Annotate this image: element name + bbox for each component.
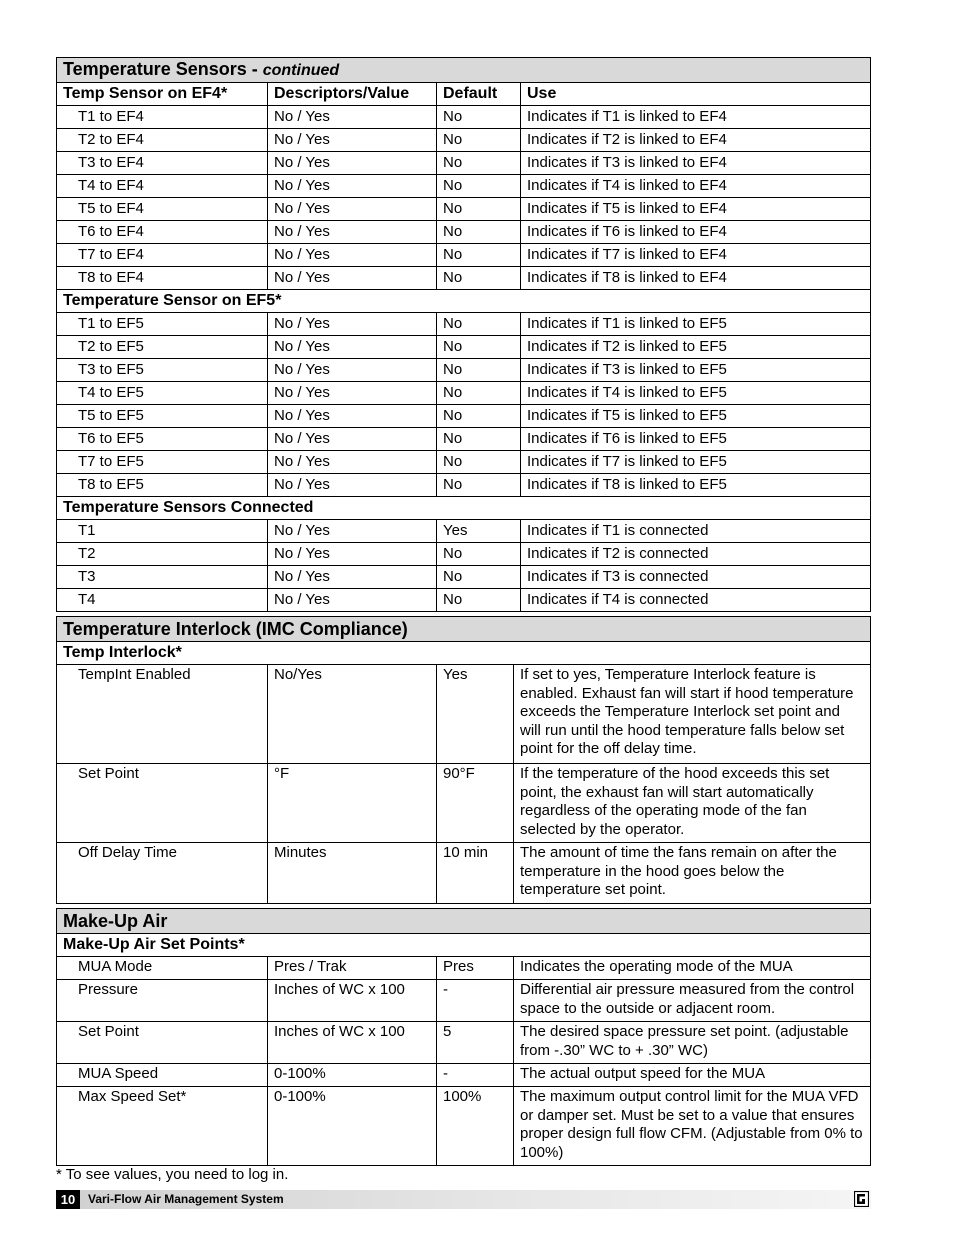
descriptor-cell: Inches of WC x 100 <box>268 980 437 1022</box>
default-cell: No <box>437 336 521 359</box>
default-cell: No <box>437 382 521 405</box>
parameter-cell: T4 to EF4 <box>57 175 268 198</box>
default-cell: No <box>437 566 521 589</box>
descriptor-cell: No / Yes <box>268 428 437 451</box>
default-cell: No <box>437 221 521 244</box>
default-cell: 100% <box>437 1087 514 1166</box>
table-row <box>57 957 871 980</box>
descriptor-cell: No / Yes <box>268 405 437 428</box>
table-row <box>57 313 871 336</box>
use-cell: Indicates if T2 is linked to EF5 <box>521 336 871 359</box>
column-header: Default <box>437 83 521 106</box>
descriptor-cell: No / Yes <box>268 359 437 382</box>
column-header: Temp Sensor on EF4* <box>57 83 268 106</box>
parameter-cell: TempInt Enabled <box>57 665 268 764</box>
table-row <box>57 267 871 290</box>
greenheck-logo-icon <box>854 1191 869 1207</box>
sub-header-row <box>57 642 871 665</box>
table-row <box>57 405 871 428</box>
parameter-cell: Off Delay Time <box>57 843 268 904</box>
parameter-cell: T5 to EF4 <box>57 198 268 221</box>
ef5-rows <box>57 313 871 497</box>
table-row <box>57 520 871 543</box>
footnote: * To see values, you need to log in. <box>56 1166 289 1183</box>
descriptor-cell: No / Yes <box>268 336 437 359</box>
use-cell: Indicates if T5 is linked to EF5 <box>521 405 871 428</box>
table-row <box>57 665 871 764</box>
table-row <box>57 764 871 843</box>
descriptor-cell: No / Yes <box>268 451 437 474</box>
use-cell: The maximum output control limit for the MUA VFD or damper set. Must be set to a value that ensures proper design full flow CFM. (Adjustable from 0% to 100%) <box>514 1087 871 1166</box>
parameter-cell: Pressure <box>57 980 268 1022</box>
section-title-text: Temperature Sensors - <box>63 58 263 79</box>
use-cell: Indicates if T3 is linked to EF5 <box>521 359 871 382</box>
default-cell: No <box>437 106 521 129</box>
descriptor-cell: No / Yes <box>268 244 437 267</box>
table-row <box>57 1087 871 1166</box>
descriptor-cell: No / Yes <box>268 198 437 221</box>
descriptor-cell: No / Yes <box>268 589 437 612</box>
parameter-cell: T3 to EF5 <box>57 359 268 382</box>
default-cell: No <box>437 313 521 336</box>
column-header: Descriptors/Value <box>268 83 437 106</box>
descriptor-cell: No / Yes <box>268 106 437 129</box>
parameter-cell: T3 <box>57 566 268 589</box>
table-row <box>57 543 871 566</box>
use-cell: Indicates if T3 is connected <box>521 566 871 589</box>
default-cell: No <box>437 589 521 612</box>
section-title <box>57 58 871 83</box>
descriptor-cell: No / Yes <box>268 152 437 175</box>
parameter-cell: T8 to EF5 <box>57 474 268 497</box>
default-cell: Yes <box>437 520 521 543</box>
table-row <box>57 221 871 244</box>
table-row <box>57 359 871 382</box>
sub-header-row <box>57 934 871 957</box>
descriptor-cell: Inches of WC x 100 <box>268 1022 437 1064</box>
use-cell: The amount of time the fans remain on after the temperature in the hood goes below the temperature set point. <box>514 843 871 904</box>
default-cell: No <box>437 474 521 497</box>
default-cell: No <box>437 405 521 428</box>
default-cell: Pres <box>437 957 514 980</box>
use-cell: Indicates if T1 is connected <box>521 520 871 543</box>
descriptor-cell: No / Yes <box>268 129 437 152</box>
use-cell: Indicates if T5 is linked to EF4 <box>521 198 871 221</box>
default-cell: No <box>437 244 521 267</box>
section-title-suffix: continued <box>262 61 340 79</box>
descriptor-cell: Minutes <box>268 843 437 904</box>
descriptor-cell: No/Yes <box>268 665 437 764</box>
connected-rows <box>57 520 871 612</box>
use-cell: Indicates if T2 is connected <box>521 543 871 566</box>
parameter-cell: MUA Speed <box>57 1064 268 1087</box>
table-row <box>57 980 871 1022</box>
table-row <box>57 244 871 267</box>
parameter-cell: T5 to EF5 <box>57 405 268 428</box>
table-row <box>57 175 871 198</box>
use-cell: Indicates if T4 is linked to EF5 <box>521 382 871 405</box>
use-cell: Indicates the operating mode of the MUA <box>514 957 871 980</box>
section-title-row <box>57 58 871 83</box>
default-cell: No <box>437 543 521 566</box>
make-up-air-table <box>56 908 871 1166</box>
default-cell: - <box>437 980 514 1022</box>
parameter-cell: T1 to EF4 <box>57 106 268 129</box>
parameter-cell: Max Speed Set* <box>57 1087 268 1166</box>
descriptor-cell: °F <box>268 764 437 843</box>
descriptor-cell: Pres / Trak <box>268 957 437 980</box>
parameter-cell: MUA Mode <box>57 957 268 980</box>
default-cell: No <box>437 359 521 382</box>
table-row <box>57 152 871 175</box>
descriptor-cell: No / Yes <box>268 543 437 566</box>
page-footer <box>56 1190 871 1209</box>
sub-header-row <box>57 290 871 313</box>
sub-header: Make-Up Air Set Points* <box>57 934 871 957</box>
descriptor-cell: No / Yes <box>268 566 437 589</box>
descriptor-cell: 0-100% <box>268 1087 437 1166</box>
table-row <box>57 382 871 405</box>
table-row <box>57 451 871 474</box>
default-cell: No <box>437 428 521 451</box>
default-cell: No <box>437 451 521 474</box>
temp-sensors-table <box>56 57 871 612</box>
table-row <box>57 198 871 221</box>
use-cell: Indicates if T4 is linked to EF4 <box>521 175 871 198</box>
default-cell: No <box>437 129 521 152</box>
parameter-cell: T4 <box>57 589 268 612</box>
descriptor-cell: 0-100% <box>268 1064 437 1087</box>
use-cell: The actual output speed for the MUA <box>514 1064 871 1087</box>
table-row <box>57 428 871 451</box>
default-cell: No <box>437 152 521 175</box>
column-header-row <box>57 83 871 106</box>
table-row <box>57 336 871 359</box>
table-row <box>57 566 871 589</box>
parameter-cell: T3 to EF4 <box>57 152 268 175</box>
use-cell: If set to yes, Temperature Interlock feature is enabled. Exhaust fan will start if hood temperature exceeds the Temperature Interlock set point and will run until the hood temperature falls below set point for the off delay time. <box>514 665 871 764</box>
default-cell: Yes <box>437 665 514 764</box>
default-cell: 10 min <box>437 843 514 904</box>
descriptor-cell: No / Yes <box>268 474 437 497</box>
sub-header: Temperature Sensor on EF5* <box>57 290 871 313</box>
table-row <box>57 106 871 129</box>
parameter-cell: T1 to EF5 <box>57 313 268 336</box>
parameter-cell: T1 <box>57 520 268 543</box>
descriptor-cell: No / Yes <box>268 221 437 244</box>
descriptor-cell: No / Yes <box>268 382 437 405</box>
section-title-row <box>57 617 871 642</box>
default-cell: 5 <box>437 1022 514 1064</box>
sub-header: Temp Interlock* <box>57 642 871 665</box>
use-cell: Indicates if T8 is linked to EF4 <box>521 267 871 290</box>
use-cell: Indicates if T4 is connected <box>521 589 871 612</box>
table-row <box>57 843 871 904</box>
parameter-cell: Set Point <box>57 764 268 843</box>
parameter-cell: T6 to EF5 <box>57 428 268 451</box>
document-title: Vari-Flow Air Management System <box>88 1192 284 1206</box>
column-header: Use <box>521 83 871 106</box>
parameter-cell: T7 to EF5 <box>57 451 268 474</box>
use-cell: The desired space pressure set point. (adjustable from -.30” WC to + .30” WC) <box>514 1022 871 1064</box>
table-row <box>57 129 871 152</box>
table-row <box>57 1064 871 1087</box>
use-cell: Indicates if T8 is linked to EF5 <box>521 474 871 497</box>
parameter-cell: T8 to EF4 <box>57 267 268 290</box>
table-row <box>57 589 871 612</box>
parameter-cell: T2 <box>57 543 268 566</box>
parameter-cell: T2 to EF5 <box>57 336 268 359</box>
table-row <box>57 1022 871 1064</box>
use-cell: Differential air pressure measured from the control space to the outside or adjacent room. <box>514 980 871 1022</box>
parameter-cell: T4 to EF5 <box>57 382 268 405</box>
descriptor-cell: No / Yes <box>268 520 437 543</box>
ef4-rows <box>57 106 871 290</box>
use-cell: Indicates if T7 is linked to EF4 <box>521 244 871 267</box>
parameter-cell: T2 to EF4 <box>57 129 268 152</box>
default-cell: No <box>437 175 521 198</box>
sub-header-row <box>57 497 871 520</box>
use-cell: Indicates if T1 is linked to EF4 <box>521 106 871 129</box>
use-cell: Indicates if T3 is linked to EF4 <box>521 152 871 175</box>
interlock-rows <box>57 665 871 904</box>
use-cell: Indicates if T6 is linked to EF5 <box>521 428 871 451</box>
use-cell: Indicates if T7 is linked to EF5 <box>521 451 871 474</box>
table-row <box>57 474 871 497</box>
descriptor-cell: No / Yes <box>268 267 437 290</box>
parameter-cell: T7 to EF4 <box>57 244 268 267</box>
default-cell: - <box>437 1064 514 1087</box>
sub-header: Temperature Sensors Connected <box>57 497 871 520</box>
default-cell: No <box>437 267 521 290</box>
section-title: Temperature Interlock (IMC Compliance) <box>57 617 871 642</box>
use-cell: Indicates if T1 is linked to EF5 <box>521 313 871 336</box>
page-number: 10 <box>56 1190 80 1209</box>
mua-rows <box>57 957 871 1166</box>
use-cell: Indicates if T2 is linked to EF4 <box>521 129 871 152</box>
default-cell: 90°F <box>437 764 514 843</box>
parameter-cell: Set Point <box>57 1022 268 1064</box>
descriptor-cell: No / Yes <box>268 175 437 198</box>
section-title: Make-Up Air <box>57 909 871 934</box>
parameter-cell: T6 to EF4 <box>57 221 268 244</box>
use-cell: Indicates if T6 is linked to EF4 <box>521 221 871 244</box>
temp-interlock-table <box>56 616 871 904</box>
section-title-row <box>57 909 871 934</box>
use-cell: If the temperature of the hood exceeds this set point, the exhaust fan will start automatically regardless of the operating mode of the fan selected by the operator. <box>514 764 871 843</box>
descriptor-cell: No / Yes <box>268 313 437 336</box>
default-cell: No <box>437 198 521 221</box>
